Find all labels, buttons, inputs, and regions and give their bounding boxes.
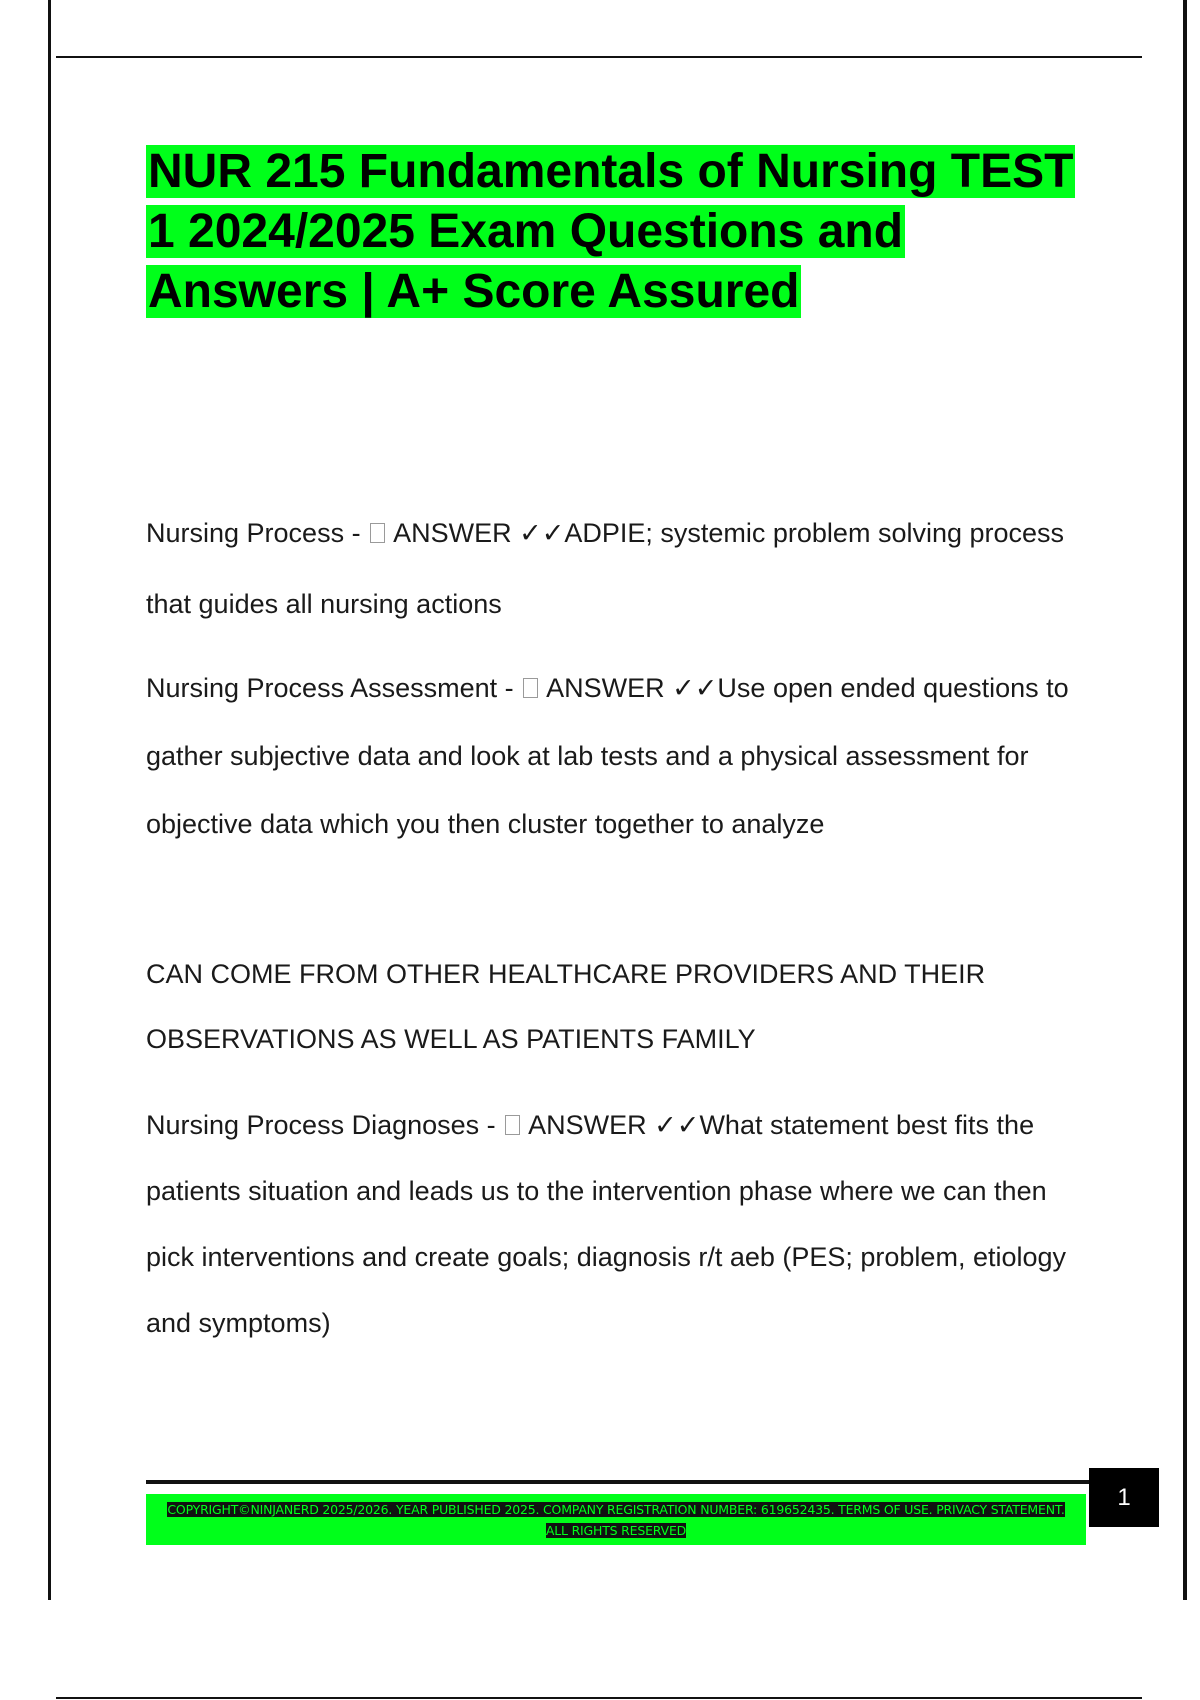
footer-copyright-band [146,1494,1086,1545]
entry-answer: CAN COME FROM OTHER HEALTHCARE PROVIDERS AND THEIR OBSERVATIONS AS WELL AS PATIENTS FAMILY [146,959,986,1054]
page-border-left [48,0,51,1600]
document-title [146,142,1086,322]
entry-answer-label: ANSWER ✓✓ [522,1110,700,1140]
entry-term: Nursing Process - [146,518,369,548]
box-glyph-icon [523,678,538,698]
entry-answer: ADPIE; systemic problem solving process that guides all nursing actions [146,518,1065,619]
top-divider [56,56,1142,58]
page-number: 1 [1089,1468,1159,1527]
footer-divider [146,1480,1094,1484]
entry-answer-label: ANSWER ✓✓ [387,518,565,548]
entry-answer-label: ANSWER ✓✓ [540,673,718,703]
entry-answer: Use open ended questions to gather subjective data and look at lab tests and a physical assessment for objective data which you then cluster together to analyze [146,673,1069,839]
footer-copyright-text: COPYRIGHT©NINJANERD 2025/2026. YEAR PUBLISHED 2025. COMPANY REGISTRATION NUMBER: 619652435. TERMS OF USE. PRIVACY STATEMENT. ALL RIGHTS RESERVED [167,1501,1065,1538]
next-page-top-divider [56,1697,1142,1699]
page-border-right [1183,0,1187,1600]
title-highlight: NUR 215 Fundamentals of Nursing TEST 1 2024/2025 Exam Questions and Answers | A+ Score Assured [148,145,1074,318]
box-glyph-icon [505,1115,520,1135]
entry-term: Nursing Process Diagnoses - [146,1110,504,1140]
entry-answer: What statement best fits the patients situation and leads us to the intervention phase where we can then pick interventions and create goals; diagnosis r/t aeb (PES; problem, etiology and symptoms) [146,1110,1067,1338]
entry-term: Nursing Process Assessment - [146,673,522,703]
entry-nursing-process-assessment [146,654,1096,858]
entry-assessment-note [146,942,1096,1072]
footer-copyright [166,1499,1066,1541]
box-glyph-icon [370,523,385,543]
entry-nursing-process-diagnoses [146,1092,1096,1356]
entry-nursing-process [146,498,1096,640]
